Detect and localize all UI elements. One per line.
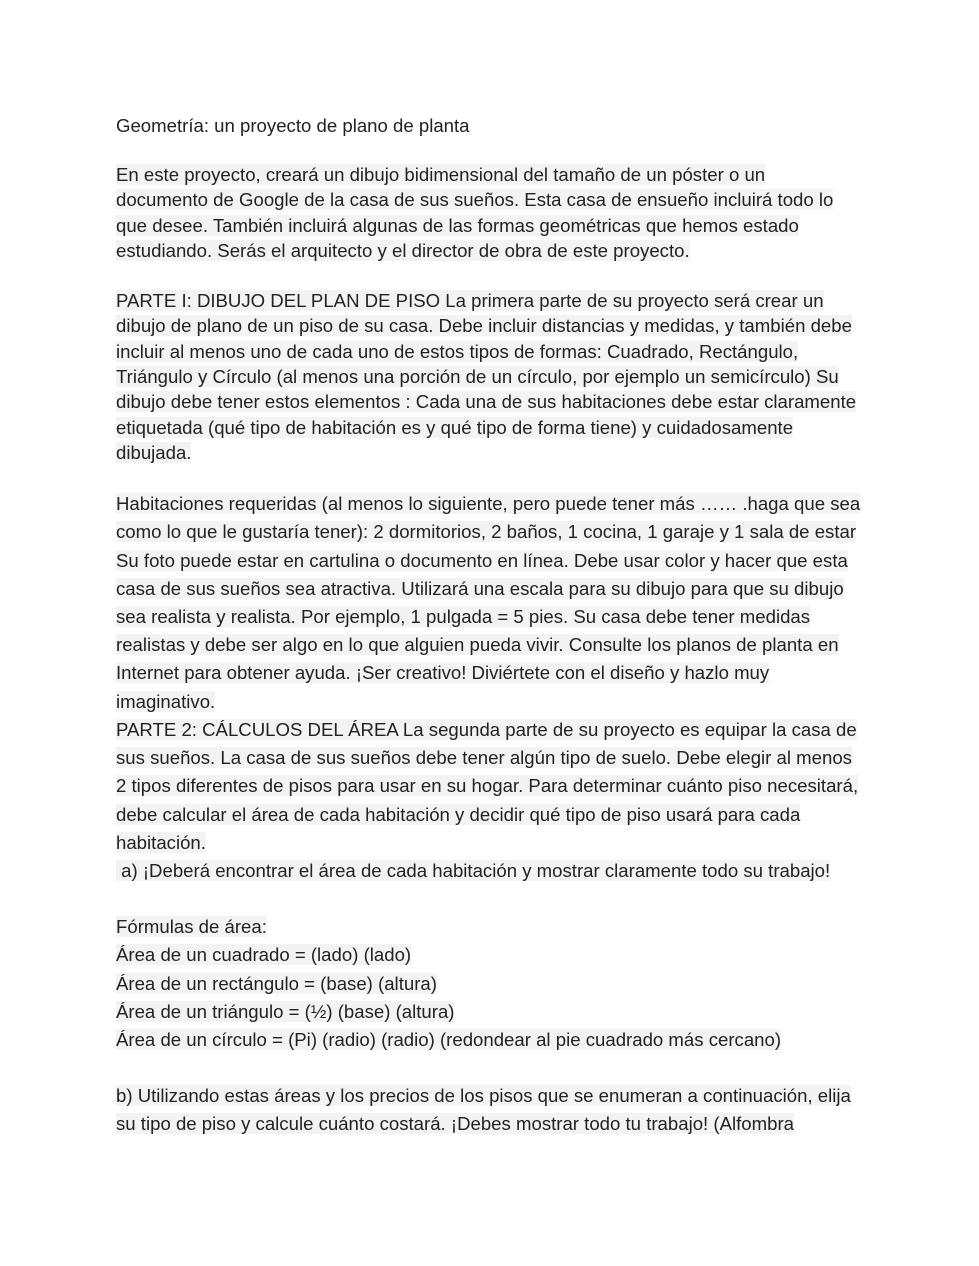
formula-square [116,941,862,969]
formula-square-text: Área de un cuadrado = (lado) (lado) [116,944,412,966]
part1-paragraph [116,288,862,465]
formula-triangle [116,998,862,1026]
rooms-text: Habitaciones requeridas (al menos lo siguiente, pero puede tener más …… .haga que sea como lo que le gustaría tener): 2 dormitorios, 2 baños, 1 cocina, 1 garaje y 1 sala de estar Su foto puede estar en cartulina o documento en línea. Debe usar color y hacer que esta casa de sus sueños sea atractiva. Utilizará una escala para su dibujo para que su dibujo sea realista y realista. Por ejemplo, 1 pulgada = 5 pies. Su casa debe tener medidas realistas y debe ser algo en lo que alguien pueda vivir. Consulte los planos de planta en Internet para obtener ayuda. ¡Ser creativo! Diviértete con el diseño y hazlo muy imaginativo. [116,493,861,712]
formula-rectangle [116,970,862,998]
spacer [116,465,862,490]
intro-paragraph [116,162,862,263]
formula-triangle-text: Área de un triángulo = (½) (base) (altura) [116,1000,455,1022]
part1-text: PARTE I: DIBUJO DEL PLAN DE PISO La primera parte de su proyecto será crear un dibujo de plano de un piso de su casa. Debe incluir distancias y medidas, y también debe incluir al menos uno de cada uno de estos tipos de formas: Cuadrado, Rectángulo, Triángulo y Círculo (al menos una porción de un círculo, por ejemplo un semicírculo) Su dibujo debe tener estos elementos : Cada una de sus habitaciones debe estar claramente etiquetada (qué tipo de habitación es y qué tipo de forma tiene) y cuidadosamente dibujada. [116,290,857,463]
part2-b-text: b) Utilizando estas áreas y los precios de los pisos que se enumeran a continuación, elija su tipo de piso y calcule cuánto costará. ¡Debes mostrar todo tu trabajo! (Alfombra [116,1085,851,1135]
formulas-heading [116,913,862,941]
spacer [116,885,862,913]
spacer [116,140,862,162]
part2-text: PARTE 2: CÁLCULOS DEL ÁREA La segunda parte de su proyecto es equipar la casa de sus sueños. La casa de sus sueños debe tener algún tipo de suelo. Debe elegir al menos 2 tipos diferentes de pisos para usar en su hogar. Para determinar cuánto piso necesitará, debe calcular el área de cada habitación y decidir qué tipo de piso usará para cada habitación. [116,718,859,853]
part2-a-text: a) ¡Deberá encontrar el área de cada habitación y mostrar claramente todo su trabajo! [116,859,831,881]
document-title-text: Geometría: un proyecto de plano de planta [116,115,470,136]
formula-rectangle-text: Área de un rectángulo = (base) (altura) [116,972,437,994]
formulas-heading-text: Fórmulas de área: [116,916,267,938]
part2-a-paragraph [116,857,862,885]
part2-b-paragraph [116,1082,862,1138]
document-page [116,112,862,1139]
formula-circle [116,1026,862,1054]
rooms-paragraph [116,490,862,716]
formula-circle-text: Área de un círculo = (Pi) (radio) (radio) (redondear al pie cuadrado más cercano) [116,1028,782,1050]
intro-text: En este proyecto, creará un dibujo bidimensional del tamaño de un póster o un documento de Google de la casa de sus sueños. Esta casa de ensueño incluirá todo lo que desee. También incluirá algunas de las formas geométricas que hemos estado estudiando. Serás el arquitecto y el director de obra de este proyecto. [116,164,834,261]
spacer [116,1054,862,1082]
spacer [116,263,862,288]
part2-paragraph [116,716,862,857]
document-title [116,112,862,140]
